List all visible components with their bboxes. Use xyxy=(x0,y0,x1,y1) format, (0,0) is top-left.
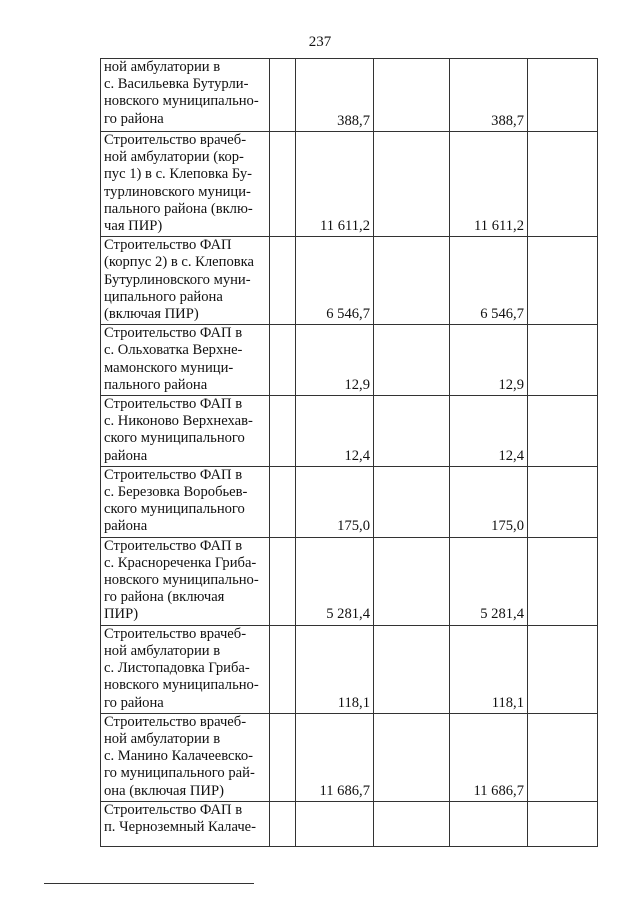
table-row xyxy=(101,132,598,237)
project-name-line: района xyxy=(104,447,148,464)
empty-cell xyxy=(528,713,598,801)
project-name-cell xyxy=(101,396,270,467)
project-name-cell xyxy=(101,625,270,713)
amount-cell: 12,9 xyxy=(450,325,528,396)
project-name-line: с. Ольховатка Верхне- xyxy=(104,342,243,359)
empty-cell xyxy=(270,801,296,846)
project-name-line: ной амбулатории в xyxy=(104,642,221,659)
project-name-line: с. Никоново Верхнехав- xyxy=(104,413,253,430)
table-row xyxy=(101,325,598,396)
project-name-line: го района xyxy=(104,110,164,127)
amount-cell: 388,7 xyxy=(450,59,528,132)
empty-cell xyxy=(528,396,598,467)
page-number: 237 xyxy=(308,34,332,50)
table-body xyxy=(101,59,598,847)
amount-cell: 5 281,4 xyxy=(296,537,374,625)
empty-cell xyxy=(270,713,296,801)
footnote-rule xyxy=(44,883,254,884)
project-name-cell xyxy=(101,801,270,846)
project-name-cell xyxy=(101,537,270,625)
empty-cell xyxy=(270,325,296,396)
amount-cell xyxy=(296,801,374,846)
project-name-line: Строительство ФАП в xyxy=(104,325,243,342)
table-row xyxy=(101,466,598,537)
amount-cell: 388,7 xyxy=(296,59,374,132)
table-row xyxy=(101,237,598,325)
amount-cell: 12,4 xyxy=(296,396,374,467)
amount-cell: 175,0 xyxy=(296,466,374,537)
project-name-line: с. Листопадовка Гриба- xyxy=(104,660,250,677)
amount-cell: 118,1 xyxy=(296,625,374,713)
empty-cell xyxy=(374,132,450,237)
project-name-line: новского муниципально- xyxy=(104,572,259,589)
empty-cell xyxy=(374,396,450,467)
project-name-line: она (включая ПИР) xyxy=(104,782,224,799)
empty-cell xyxy=(270,537,296,625)
project-name-line: ной амбулатории в xyxy=(104,730,221,747)
project-name-line: новского муниципально- xyxy=(104,93,259,110)
table-row xyxy=(101,396,598,467)
project-name-line: го муниципального рай- xyxy=(104,765,255,782)
project-name-line: Строительство врачеб- xyxy=(104,625,247,642)
project-name-line: ского муниципального xyxy=(104,501,245,518)
empty-cell xyxy=(270,625,296,713)
project-name-line: новского муниципально- xyxy=(104,677,259,694)
project-name-cell xyxy=(101,132,270,237)
project-name-cell xyxy=(101,713,270,801)
amount-cell: 6 546,7 xyxy=(296,237,374,325)
project-name-line: с. Васильевка Бутурли- xyxy=(104,76,249,93)
project-name-line: п. Черноземный Калаче- xyxy=(104,818,257,835)
project-name-line: ной амбулатории в xyxy=(104,59,221,75)
project-name-line: с. Краснореченка Гриба- xyxy=(104,554,257,571)
empty-cell xyxy=(528,237,598,325)
amount-cell: 11 611,2 xyxy=(296,132,374,237)
empty-cell xyxy=(374,59,450,132)
project-name-line: го района xyxy=(104,694,164,711)
empty-cell xyxy=(528,537,598,625)
project-name-line: Строительство ФАП в xyxy=(104,396,243,413)
project-name-line: района xyxy=(104,518,148,535)
empty-cell xyxy=(270,466,296,537)
empty-cell xyxy=(528,59,598,132)
table-row xyxy=(101,537,598,625)
project-name-line: с. Березовка Воробьев- xyxy=(104,484,248,501)
amount-cell: 118,1 xyxy=(450,625,528,713)
project-name-line: ского муниципального xyxy=(104,430,245,447)
amount-cell: 5 281,4 xyxy=(450,537,528,625)
project-name-line: го района (включая xyxy=(104,589,225,606)
project-name-line: (включая ПИР) xyxy=(104,306,199,323)
empty-cell xyxy=(528,801,598,846)
project-name-line: Строительство врачеб- xyxy=(104,132,247,148)
amount-cell: 175,0 xyxy=(450,466,528,537)
empty-cell xyxy=(374,801,450,846)
empty-cell xyxy=(270,396,296,467)
empty-cell xyxy=(374,625,450,713)
amount-cell xyxy=(450,801,528,846)
project-name-line: ПИР) xyxy=(104,606,139,623)
project-name-line: ной амбулатории (кор- xyxy=(104,149,244,166)
empty-cell xyxy=(270,59,296,132)
project-name-line: Строительство ФАП в xyxy=(104,537,243,554)
project-name-line: турлиновского муници- xyxy=(104,183,251,200)
project-name-line: с. Манино Калачеевско- xyxy=(104,748,254,765)
project-name-cell xyxy=(101,237,270,325)
empty-cell xyxy=(374,237,450,325)
empty-cell xyxy=(528,132,598,237)
project-name-line: Строительство врачеб- xyxy=(104,713,247,730)
amount-cell: 6 546,7 xyxy=(450,237,528,325)
empty-cell xyxy=(374,466,450,537)
empty-cell xyxy=(528,466,598,537)
project-name-line: чая ПИР) xyxy=(104,218,163,235)
table-row xyxy=(101,625,598,713)
amount-cell: 12,9 xyxy=(296,325,374,396)
project-name-line: Бутурлиновского муни- xyxy=(104,271,251,288)
project-name-line: Строительство ФАП в xyxy=(104,466,243,483)
project-name-line: пус 1) в с. Клеповка Бу- xyxy=(104,166,253,183)
project-name-line: Строительство ФАП в xyxy=(104,801,243,818)
empty-cell xyxy=(374,713,450,801)
project-name-line: ципального района xyxy=(104,288,223,305)
project-name-line: пального района xyxy=(104,376,208,393)
project-name-cell xyxy=(101,325,270,396)
empty-cell xyxy=(270,237,296,325)
amount-cell: 12,4 xyxy=(450,396,528,467)
project-name-line: Строительство ФАП xyxy=(104,237,232,254)
project-name-line: пального района (вклю- xyxy=(104,200,253,217)
project-name-cell xyxy=(101,59,270,132)
amount-cell: 11 611,2 xyxy=(450,132,528,237)
empty-cell xyxy=(528,325,598,396)
budget-table xyxy=(100,58,598,847)
amount-cell: 11 686,7 xyxy=(450,713,528,801)
empty-cell xyxy=(528,625,598,713)
project-name-cell xyxy=(101,466,270,537)
empty-cell xyxy=(270,132,296,237)
project-name-line: (корпус 2) в с. Клеповка xyxy=(104,254,254,271)
project-name-line: мамонского муници- xyxy=(104,359,234,376)
amount-cell: 11 686,7 xyxy=(296,713,374,801)
empty-cell xyxy=(374,325,450,396)
table-row xyxy=(101,801,598,846)
table-row xyxy=(101,713,598,801)
empty-cell xyxy=(374,537,450,625)
table-row xyxy=(101,59,598,132)
